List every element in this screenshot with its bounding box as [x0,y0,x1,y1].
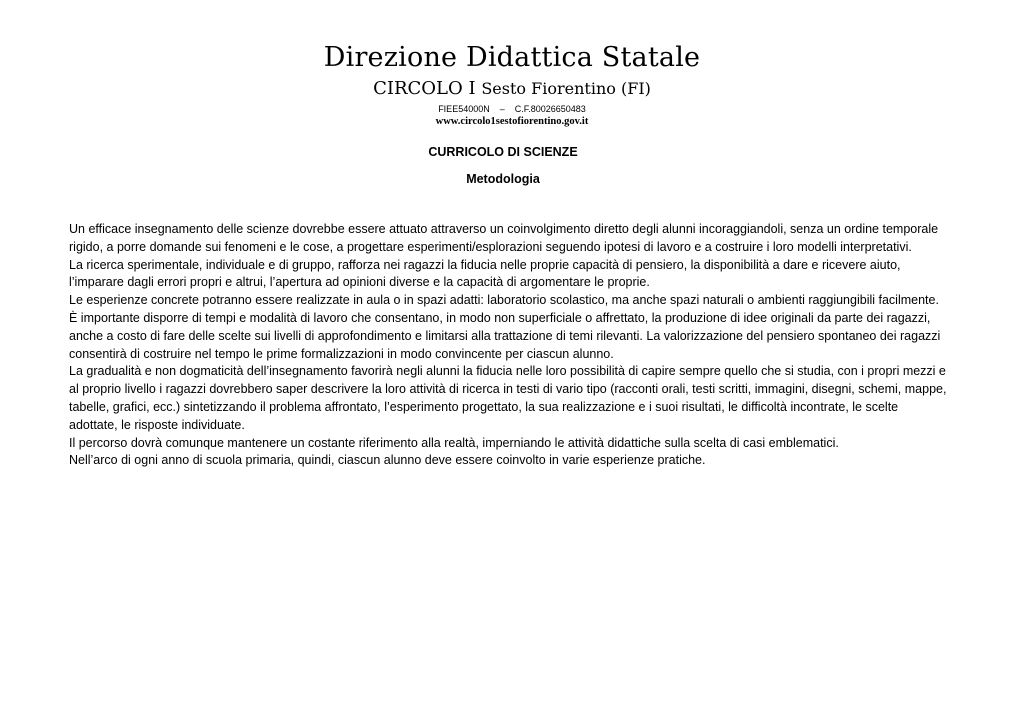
school-title: Direzione Didattica Statale [323,42,701,73]
school-website: www.circolo1sestofiorentino.gov.it [435,116,589,127]
paragraph: Nell’arco di ogni anno di scuola primaria, quindi, ciascun alunno deve essere coinvolto in varie esperienze pratiche. [69,453,706,468]
circolo-label: CIRCOLO I [373,78,476,99]
school-codes [0,103,1024,115]
document-body [69,221,949,470]
document-title: CURRICOLO DI SCIENZE [428,145,578,159]
paragraph: Le esperienze concrete potranno essere realizzate in aula o in spazi adatti: laboratorio scolastico, ma anche spazi naturali o ambienti raggiungibili facilmente. [69,293,939,308]
paragraph: La gradualità e non dogmaticità dell’insegnamento favorirà negli alunni la fiducia nelle loro possibilità di capire sempre quello che si studia, con i propri mezzi e al proprio livello i ragazzi dovrebbero saper descrivere la loro attività di ricerca in testi di vario tipo (racconti orali, testi scritti, immagini, disegni, schemi, mappe, tabelle, grafici, ecc.) sintetizzando il problema affrontato, l’esperimento progettato, la sua realizzazione e i suoi risultati, le difficoltà incontrate, le scelte adottate, le risposte individuate. [69,364,947,432]
school-code: FIEE54000N [438,104,490,114]
paragraph: La ricerca sperimentale, individuale e di gruppo, rafforza nei ragazzi la fiducia nelle proprie capacità di pensiero, la disponibilità a dare e ricevere aiuto, l’imparare dagli errori propri e altrui, l’apertura ad opinioni diverse e la capacità di argomentare le proprie. [69,257,901,290]
paragraph: Il percorso dovrà comunque mantenere un costante riferimento alla realtà, imperniando le attività didattiche sulla scelta di casi emblematici. [69,435,839,450]
codes-separator: – [499,104,505,114]
paragraph: Un efficace insegnamento delle scienze dovrebbe essere attuato attraverso un coinvolgimento diretto degli alunni incoraggiandoli, senza un ordine temporale rigido, a porre domande sui fenomeni e le cose, a progettare esperimenti/esplorazioni seguendo ipotesi di lavoro e a costruire i loro modelli interpretativi. [69,222,939,254]
letterhead [0,40,1024,129]
document-subtitle: Metodologia [466,172,540,186]
school-circolo-line [0,77,1024,101]
paragraph: È importante disporre di tempi e modalità di lavoro che consentano, in modo non superficiale o affrettato, la produzione di idee originali da parte dei ragazzi, anche a costo di fare delle scelte sui livelli di approfondimento e limitarsi alla trattazione di temi rilevanti. La valorizzazione del pensiero spontaneo dei ragazzi consentirà di costruire nel tempo le prime formalizzazioni in modo convincente per ciascun alunno. [69,310,941,361]
school-location: Sesto Fiorentino (FI) [481,79,651,98]
fiscal-code: C.F.80026650483 [514,104,586,114]
